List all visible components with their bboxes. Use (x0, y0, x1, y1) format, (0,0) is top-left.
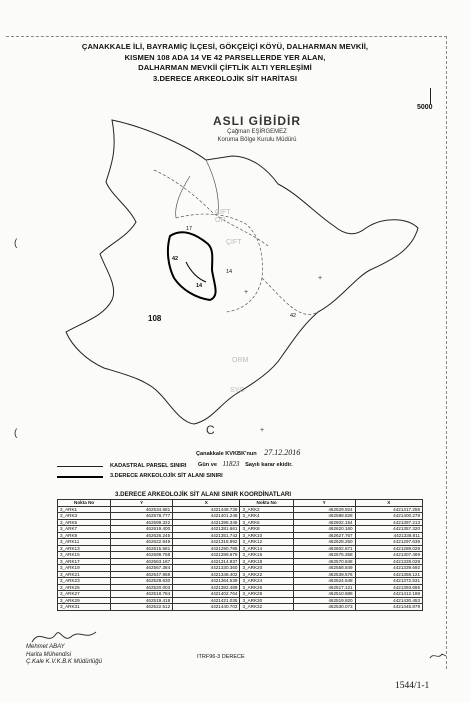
margin-mark: ( (14, 428, 18, 439)
faint-map-text: ÇIFT (215, 209, 231, 216)
certification-stamp (202, 114, 312, 144)
x-coordinate-cell: 4421421.035 (173, 597, 240, 604)
title-line-2: KISMEN 108 ADA 14 VE 42 PARSELLERDE YER ALAN, (124, 52, 326, 62)
point-id-cell: 3_ARK18 (240, 558, 293, 565)
table-title: 3.DERECE ARKEOLOJİK SİT ALANI SINIR KOORDİNATLARI (115, 491, 292, 498)
x-coordinate-cell: 4421348.402 (173, 571, 240, 578)
x-coordinate-cell: 4421358.121 (355, 571, 422, 578)
x-coordinate-cell: 4421402.764 (173, 591, 240, 598)
point-id-cell: 3_ARK31 (58, 604, 111, 611)
point-id-cell: 3_ARK10 (240, 532, 293, 539)
y-coordinate-cell: 462517.121 (293, 584, 355, 591)
board-stamp-suffix: Sayılı karar ekidir. (245, 462, 293, 468)
faint-map-text: SYC (230, 387, 245, 394)
title-line-1: ÇANAKKALE İLİ, BAYRAMİÇ İLÇESİ, GÖKÇEİÇİ KÖYÜ, DALHARMAN MEVKİİ, (81, 42, 369, 51)
title-line-3: DALHARMAN MEVKİİ ÇİFTLİK ALTI YERLEŞİMİ (138, 63, 312, 72)
y-coordinate-cell: 462567.384 (111, 565, 173, 572)
document-number: 1544/1-1 (395, 681, 430, 691)
point-id-cell: 3_ARK6 (240, 519, 293, 526)
site-boundary-inner (186, 262, 206, 282)
point-id-cell: 3_ARK20 (240, 565, 293, 572)
point-id-cell: 3_ARK24 (240, 578, 293, 585)
board-stamp-line2 (198, 460, 293, 468)
table-row (58, 604, 423, 611)
x-coordinate-cell: 4421400.278 (355, 513, 422, 520)
x-coordinate-cell: 4421307.469 (355, 552, 422, 559)
y-coordinate-cell: 462520.003 (111, 584, 173, 591)
site-boundary (168, 232, 216, 300)
y-coordinate-cell: 462519.920 (293, 597, 355, 604)
coordinate-datum: ITRF96-3 DERECE (197, 654, 245, 660)
y-coordinate-cell: 462547.958 (111, 571, 173, 578)
legend-kadastral-line (57, 466, 103, 467)
y-coordinate-cell: 462622.949 (111, 539, 173, 546)
y-coordinate-cell: 462615.581 (111, 545, 173, 552)
faint-map-text: OR (215, 217, 226, 224)
point-id-cell: 3_ARK26 (240, 584, 293, 591)
parcel-label: 42 (290, 313, 297, 319)
x-coordinate-cell: 4421289.679 (173, 552, 240, 559)
x-coordinate-cell: 4421382.489 (173, 584, 240, 591)
point-id-cell: 3_ARK17 (58, 558, 111, 565)
y-coordinate-cell: 462534.681 (111, 506, 173, 513)
y-coordinate-cell: 462599.768 (111, 552, 173, 559)
point-id-cell: 3_ARK7 (58, 526, 111, 533)
header-nokta-no: Nokta No (240, 500, 293, 507)
point-id-cell: 3_ARK9 (58, 532, 111, 539)
x-coordinate-cell: 4421412.188 (355, 591, 422, 598)
point-id-cell: 3_ARK16 (240, 552, 293, 559)
point-id-cell: 3_ARK2 (240, 506, 293, 513)
parcel-line (262, 278, 318, 314)
survey-cross: + (318, 275, 323, 282)
x-coordinate-cell: 4421372.531 (355, 578, 422, 585)
point-id-cell: 3_ARK12 (240, 539, 293, 546)
header-x: X (355, 500, 422, 507)
y-coordinate-cell: 462627.767 (293, 532, 355, 539)
legend-kadastral-label: KADASTRAL PARSEL SINIRI (110, 463, 187, 469)
signature-title: Harita Mühendisi (26, 651, 72, 658)
y-coordinate-cell: 462575.358 (293, 552, 355, 559)
x-coordinate-cell: 4421397.213 (355, 519, 422, 526)
parcel-line (206, 160, 218, 214)
x-coordinate-cell: 4421351.742 (173, 532, 240, 539)
point-id-cell: 3_ARK3 (58, 513, 111, 520)
x-coordinate-cell: 4421357.320 (355, 526, 422, 533)
signature-block (26, 644, 102, 667)
point-id-cell: 3_ARK27 (58, 591, 111, 598)
x-coordinate-cell: 4421330.360 (173, 565, 240, 572)
parcel-label: 17 (186, 226, 193, 232)
legend-sit-line (57, 476, 103, 478)
parcel-line (176, 176, 190, 218)
x-coordinate-cell: 4421417.258 (355, 506, 422, 513)
x-coordinate-cell: 4421440.703 (173, 604, 240, 611)
x-coordinate-cell: 4421314.837 (173, 558, 240, 565)
y-coordinate-cell: 462619.400 (111, 526, 173, 533)
x-coordinate-cell: 4421290.785 (173, 545, 240, 552)
point-id-cell: 3_ARK29 (58, 597, 111, 604)
x-coordinate-cell: 4421448.736 (173, 506, 240, 513)
x-coordinate-cell: 4421289.029 (355, 545, 422, 552)
point-id-cell: 3_ARK23 (58, 578, 111, 585)
parcel-label: 108 (148, 314, 162, 323)
point-id-cell: 3_ARK32 (240, 604, 293, 611)
y-coordinate-cell: 462519.418 (111, 597, 173, 604)
point-id-cell: 3_ARK19 (58, 565, 111, 572)
x-coordinate-cell: 4421318.992 (173, 539, 240, 546)
grid-marker-label: 5000 (417, 104, 433, 111)
survey-cross: + (244, 289, 249, 296)
initials-mark (428, 650, 448, 662)
coordinate-table (57, 499, 423, 611)
y-coordinate-cell: 462588.828 (293, 513, 355, 520)
y-coordinate-cell: 462522.512 (111, 604, 173, 611)
x-coordinate-cell: 4421328.028 (355, 558, 422, 565)
point-id-cell: 3_ARK21 (58, 571, 111, 578)
parcel-label: 14 (196, 283, 203, 289)
x-coordinate-cell: 4421364.539 (173, 578, 240, 585)
margin-mark: ( (14, 238, 18, 249)
y-coordinate-cell: 462510.688 (293, 591, 355, 598)
header-nokta-no: Nokta No (58, 500, 111, 507)
point-id-cell: 3_ARK13 (58, 545, 111, 552)
header-x: X (173, 500, 240, 507)
y-coordinate-cell: 462570.848 (293, 558, 355, 565)
board-stamp-line1 (196, 448, 300, 457)
coordinate-table-body (58, 506, 423, 610)
point-id-cell: 3_ARK1 (58, 506, 111, 513)
point-id-cell: 3_ARK14 (240, 545, 293, 552)
x-coordinate-cell: 4421401.248 (173, 513, 240, 520)
point-id-cell: 3_ARK28 (240, 591, 293, 598)
y-coordinate-cell: 462578.777 (111, 513, 173, 520)
x-coordinate-cell: 4421339.692 (355, 565, 422, 572)
point-id-cell: 3_ARK4 (240, 513, 293, 520)
board-stamp-gun: Gün ve (198, 462, 217, 468)
y-coordinate-cell: 462602.671 (293, 545, 355, 552)
point-id-cell: 3_ARK30 (240, 597, 293, 604)
y-coordinate-cell: 462602.154 (293, 519, 355, 526)
point-id-cell: 3_ARK22 (240, 571, 293, 578)
stamp-office: Koruma Bölge Kurulu Müdürü (217, 137, 297, 143)
x-coordinate-cell: 4421338.811 (355, 532, 422, 539)
terrain-outline (66, 120, 418, 424)
y-coordinate-cell: 462529.924 (293, 506, 355, 513)
y-coordinate-cell: 462529.630 (111, 578, 173, 585)
x-coordinate-cell: 4421297.639 (355, 539, 422, 546)
header-y: Y (111, 500, 173, 507)
y-coordinate-cell: 462626.245 (111, 532, 173, 539)
margin-mark: C (206, 423, 215, 437)
y-coordinate-cell: 462518.784 (111, 591, 173, 598)
board-stamp-date: 27.12.2016 (264, 448, 301, 457)
point-id-cell: 3_ARK11 (58, 539, 111, 546)
x-coordinate-cell: 4421393.655 (355, 584, 422, 591)
survey-cross: + (260, 427, 265, 434)
parcel-label: 14 (226, 269, 233, 275)
y-coordinate-cell: 462599.322 (111, 519, 173, 526)
y-coordinate-cell: 462620.160 (293, 526, 355, 533)
point-id-cell: 3_ARK5 (58, 519, 111, 526)
signature-office: Ç.Kale K.V.K.B.K Müdürlüğü (26, 659, 102, 665)
board-stamp-prefix: Çanakkale KVKBK'nun (196, 451, 257, 457)
faint-map-text: ORM (232, 357, 249, 364)
point-id-cell: 3_ARK8 (240, 526, 293, 533)
x-coordinate-cell: 4421430.453 (355, 597, 422, 604)
title-line-4: 3.DERECE ARKEOLOJİK SİT HARİTASI (152, 73, 298, 83)
legend-sit-label: 3.DERECE ARKEOLOJİK SİT ALANI SINIRI (110, 473, 223, 479)
stamp-main: ASLI GİBİDİR (212, 114, 301, 128)
y-coordinate-cell: 462530.073 (293, 604, 355, 611)
x-coordinate-cell: 4421381.661 (173, 526, 240, 533)
y-coordinate-cell: 462558.849 (293, 565, 355, 572)
y-coordinate-cell: 462524.548 (293, 578, 355, 585)
stamp-name: Çağman EŞİRGEMEZ (227, 129, 287, 135)
y-coordinate-cell: 462563.187 (111, 558, 173, 565)
y-coordinate-cell: 462539.576 (293, 571, 355, 578)
point-id-cell: 3_ARK15 (58, 552, 111, 559)
x-coordinate-cell: 4421398.345 (173, 519, 240, 526)
signature-name: Mehmet ABAY (26, 644, 65, 650)
y-coordinate-cell: 462628.250 (293, 539, 355, 546)
faint-map-text: ÇIFT (226, 239, 242, 246)
header-y: Y (293, 500, 355, 507)
parcel-label: 42 (172, 256, 179, 262)
board-stamp-number: 11823 (222, 460, 240, 468)
x-coordinate-cell: 4421445.879 (355, 604, 422, 611)
point-id-cell: 3_ARK25 (58, 584, 111, 591)
